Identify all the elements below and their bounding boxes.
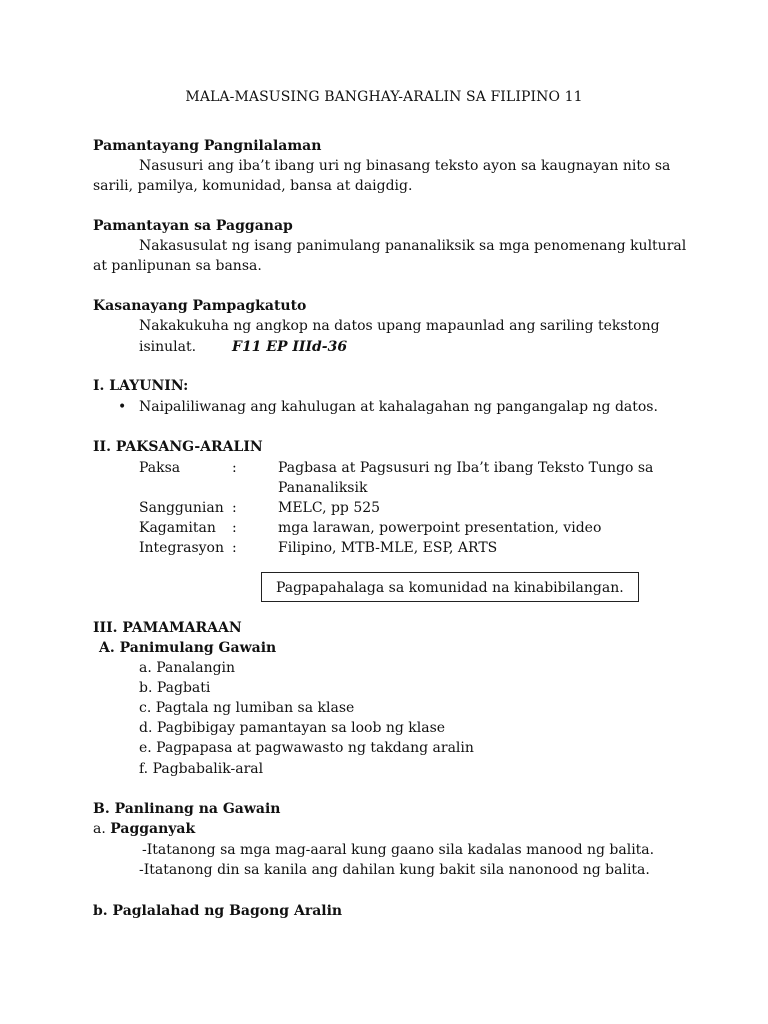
- row-label-integrasyon: Integrasyon: [139, 540, 224, 556]
- layunin-item: Naipaliliwanag ang kahulugan at kahalagahan ng pangangalap ng datos.: [139, 399, 658, 415]
- kasanayan-line-2: isinulat.: [139, 339, 197, 355]
- list-item: e. Pagpapasa at pagwawasto ng takdang aralin: [139, 740, 474, 756]
- pagganyak-line-1: -Itatanong sa mga mag-aaral kung gaano sila kadalas manood ng balita.: [142, 842, 655, 858]
- panlinang-gawain-heading: B. Panlinang na Gawain: [93, 801, 281, 817]
- kasanayan-line-1: Nakakukuha ng angkop na datos upang mapaunlad ang sariling tekstong: [139, 318, 660, 334]
- row-colon: :: [232, 520, 237, 536]
- paglalahad-heading: b. Paglalahad ng Bagong Aralin: [93, 903, 343, 919]
- panimulang-gawain-heading: A. Panimulang Gawain: [99, 640, 277, 656]
- pamamaraan-heading: III. PAMAMARAAN: [93, 620, 242, 636]
- row-colon: :: [232, 460, 237, 476]
- values-integration-box: Pagpapahalaga sa komunidad na kinabibilangan.: [261, 572, 639, 602]
- list-item: c. Pagtala ng lumiban sa klase: [139, 700, 355, 716]
- pagganyak-label: Pagganyak: [110, 821, 196, 837]
- pangnilalaman-heading: Pamantayang Pangnilalaman: [93, 138, 322, 154]
- layunin-heading: I. LAYUNIN:: [93, 378, 189, 394]
- competency-code: F11 EP IIId-36: [232, 339, 348, 355]
- list-item: d. Pagbibigay pamantayan sa loob ng klase: [139, 720, 446, 736]
- pangnilalaman-line-1: Nasusuri ang iba’t ibang uri ng binasang teksto ayon sa kaugnayan nito sa: [139, 158, 671, 174]
- row-colon: :: [232, 500, 237, 516]
- row-value-paksa-cont: Pananaliksik: [278, 480, 368, 496]
- pagganyak-line-2: -Itatanong din sa kanila ang dahilan kung bakit sila nanonood ng balita.: [139, 862, 650, 878]
- list-item: b. Pagbati: [139, 680, 211, 696]
- row-value-paksa: Pagbasa at Pagsusuri ng Iba’t ibang Teksto Tungo sa: [278, 460, 654, 476]
- row-value-integrasyon: Filipino, MTB-MLE, ESP, ARTS: [278, 540, 498, 556]
- pagganyak-heading: [93, 819, 195, 839]
- row-value-sanggunian: MELC, pp 525: [278, 500, 381, 516]
- kasanayan-heading: Kasanayang Pampagkatuto: [93, 298, 307, 314]
- list-item: f. Pagbabalik-aral: [139, 761, 264, 777]
- pagganap-line-1: Nakasusulat ng isang panimulang pananaliksik sa mga penomenang kultural: [139, 238, 687, 254]
- pagganap-heading: Pamantayan sa Pagganap: [93, 218, 293, 234]
- bullet-marker: •: [118, 399, 127, 415]
- pagganyak-prefix: a.: [93, 821, 106, 837]
- document-title: MALA-MASUSING BANGHAY-ARALIN SA FILIPINO 11: [185, 89, 583, 105]
- row-colon: :: [232, 540, 237, 556]
- row-label-paksa: Paksa: [139, 460, 181, 476]
- row-label-sanggunian: Sanggunian: [139, 500, 224, 516]
- row-value-kagamitan: mga larawan, powerpoint presentation, video: [278, 520, 602, 536]
- row-label-kagamitan: Kagamitan: [139, 520, 216, 536]
- paksang-aralin-heading: II. PAKSANG-ARALIN: [93, 439, 263, 455]
- list-item: a. Panalangin: [139, 660, 236, 676]
- pangnilalaman-line-2: sarili, pamilya, komunidad, bansa at daigdig.: [93, 178, 413, 194]
- pagganap-line-2: at panlipunan sa bansa.: [93, 258, 262, 274]
